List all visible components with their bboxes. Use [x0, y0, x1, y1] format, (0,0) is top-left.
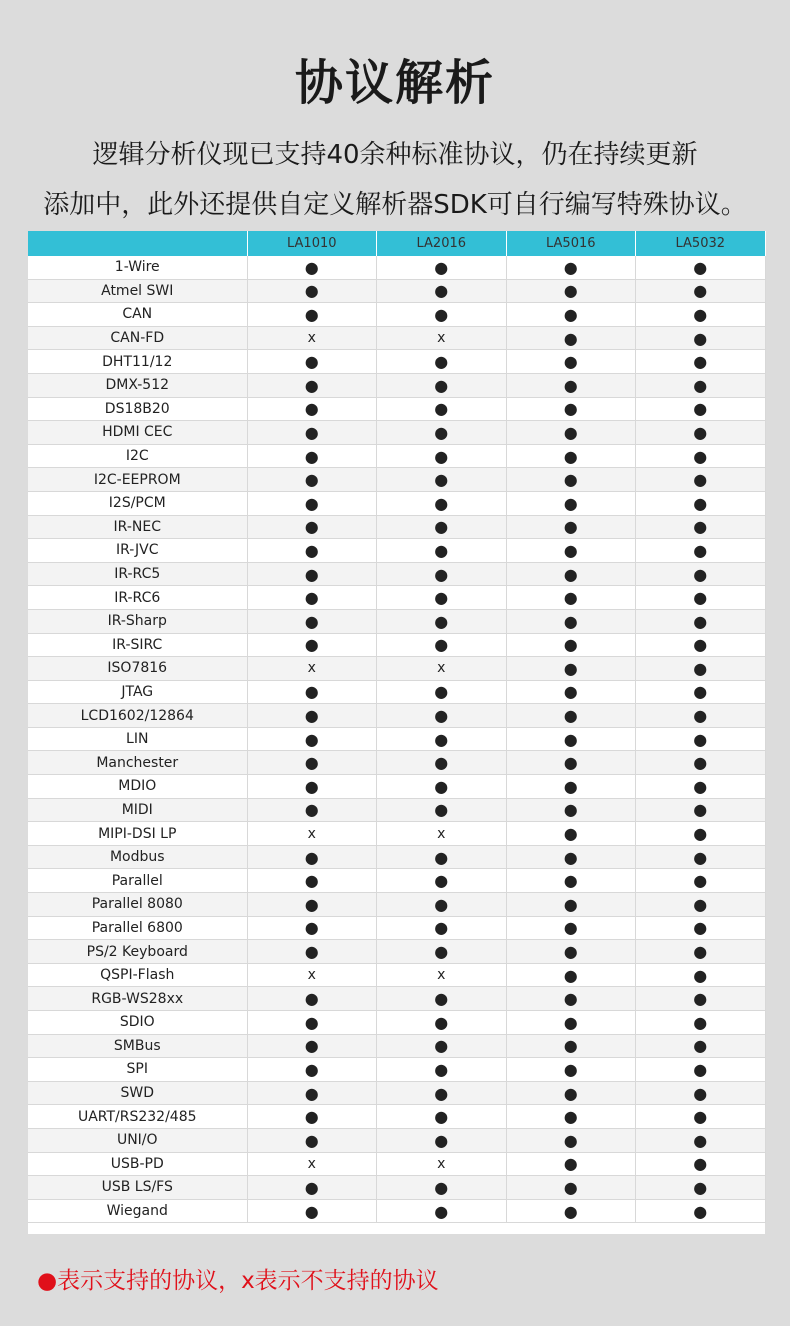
protocol-name: IR-RC6 — [28, 586, 247, 610]
la5016-cell: ● — [506, 1105, 636, 1129]
la1010-cell: ● — [247, 1081, 377, 1105]
la5016-cell: ● — [506, 1199, 636, 1223]
protocol-name: IR-Sharp — [28, 609, 247, 633]
la2016-cell: ● — [377, 1034, 507, 1058]
la5016-cell: ● — [506, 657, 636, 681]
la2016-cell: ● — [377, 845, 507, 869]
la1010-cell: ● — [247, 704, 377, 728]
la5032-cell: ● — [636, 940, 766, 964]
la5016-cell: ● — [506, 609, 636, 633]
protocol-name: JTAG — [28, 680, 247, 704]
table-row — [28, 869, 765, 893]
header-la5016: LA5016 — [506, 231, 636, 256]
la5016-cell: ● — [506, 303, 636, 327]
la1010-cell: x — [247, 822, 377, 846]
la5016-cell: ● — [506, 751, 636, 775]
protocol-name: 1-Wire — [28, 256, 247, 279]
table-row — [28, 326, 765, 350]
la2016-cell: ● — [377, 562, 507, 586]
la5016-cell: ● — [506, 963, 636, 987]
la1010-cell: ● — [247, 680, 377, 704]
la2016-cell: ● — [377, 1199, 507, 1223]
table-row — [28, 657, 765, 681]
table-row — [28, 1058, 765, 1082]
la1010-cell: ● — [247, 350, 377, 374]
la1010-cell: ● — [247, 987, 377, 1011]
la5032-cell: ● — [636, 1199, 766, 1223]
table-row — [28, 822, 765, 846]
la1010-cell: ● — [247, 845, 377, 869]
la5016-cell: ● — [506, 916, 636, 940]
la5016-cell: ● — [506, 1152, 636, 1176]
protocol-name: DMX-512 — [28, 373, 247, 397]
la2016-cell: x — [377, 822, 507, 846]
la5016-cell: ● — [506, 940, 636, 964]
la1010-cell: x — [247, 326, 377, 350]
la2016-cell: ● — [377, 468, 507, 492]
la5032-cell: ● — [636, 1128, 766, 1152]
table-row — [28, 987, 765, 1011]
table-row — [28, 491, 765, 515]
la5032-cell: ● — [636, 421, 766, 445]
la1010-cell: ● — [247, 279, 377, 303]
table-row — [28, 633, 765, 657]
la5032-cell: ● — [636, 987, 766, 1011]
la5016-cell: ● — [506, 421, 636, 445]
la1010-cell: ● — [247, 562, 377, 586]
table-row — [28, 916, 765, 940]
la1010-cell: ● — [247, 1176, 377, 1200]
la1010-cell: ● — [247, 468, 377, 492]
la5016-cell: ● — [506, 987, 636, 1011]
protocol-name: Parallel 6800 — [28, 916, 247, 940]
table-row — [28, 1199, 765, 1223]
la5016-cell: ● — [506, 586, 636, 610]
protocol-name: Atmel SWI — [28, 279, 247, 303]
la5032-cell: ● — [636, 1081, 766, 1105]
la2016-cell: ● — [377, 680, 507, 704]
la5032-cell: ● — [636, 303, 766, 327]
la5016-cell: ● — [506, 893, 636, 917]
la1010-cell: ● — [247, 303, 377, 327]
header-la5032: LA5032 — [636, 231, 766, 256]
la2016-cell: ● — [377, 751, 507, 775]
la1010-cell: ● — [247, 373, 377, 397]
table-row — [28, 727, 765, 751]
la5032-cell: ● — [636, 822, 766, 846]
table-row — [28, 1128, 765, 1152]
subtitle-line-1: 逻辑分析仪现已支持40余种标准协议，仍在持续更新 — [92, 140, 698, 170]
protocol-name: Parallel 8080 — [28, 893, 247, 917]
table-row — [28, 845, 765, 869]
la1010-cell: ● — [247, 751, 377, 775]
la5032-cell: ● — [636, 845, 766, 869]
la5016-cell: ● — [506, 798, 636, 822]
table-row — [28, 893, 765, 917]
la5032-cell: ● — [636, 893, 766, 917]
la1010-cell: ● — [247, 1034, 377, 1058]
la5032-cell: ● — [636, 373, 766, 397]
la5016-cell: ● — [506, 775, 636, 799]
protocol-name: MDIO — [28, 775, 247, 799]
protocol-name: IR-JVC — [28, 539, 247, 563]
la2016-cell: ● — [377, 515, 507, 539]
table-row — [28, 397, 765, 421]
protocol-table-container — [28, 231, 765, 1234]
la5016-cell: ● — [506, 845, 636, 869]
la5016-cell: ● — [506, 515, 636, 539]
la5032-cell: ● — [636, 775, 766, 799]
la1010-cell: ● — [247, 940, 377, 964]
header-protocol — [28, 231, 247, 256]
la1010-cell: x — [247, 963, 377, 987]
la5032-cell: ● — [636, 1105, 766, 1129]
la1010-cell: ● — [247, 1199, 377, 1223]
protocol-name: CAN-FD — [28, 326, 247, 350]
table-row — [28, 373, 765, 397]
table-row — [28, 279, 765, 303]
protocol-name: Manchester — [28, 751, 247, 775]
la5016-cell: ● — [506, 256, 636, 279]
la5032-cell: ● — [636, 539, 766, 563]
la5016-cell: ● — [506, 1176, 636, 1200]
protocol-name: IR-RC5 — [28, 562, 247, 586]
la1010-cell: ● — [247, 444, 377, 468]
la5016-cell: ● — [506, 373, 636, 397]
la1010-cell: ● — [247, 798, 377, 822]
la2016-cell: ● — [377, 798, 507, 822]
la5016-cell: ● — [506, 1081, 636, 1105]
protocol-name: RGB-WS28xx — [28, 987, 247, 1011]
table-row — [28, 680, 765, 704]
protocol-name: HDMI CEC — [28, 421, 247, 445]
la2016-cell: ● — [377, 1105, 507, 1129]
la5016-cell: ● — [506, 1011, 636, 1035]
la5032-cell: ● — [636, 751, 766, 775]
la5032-cell: ● — [636, 444, 766, 468]
table-row — [28, 1176, 765, 1200]
la5016-cell: ● — [506, 326, 636, 350]
la1010-cell: ● — [247, 893, 377, 917]
la1010-cell: ● — [247, 1105, 377, 1129]
la5016-cell: ● — [506, 1034, 636, 1058]
la2016-cell: ● — [377, 704, 507, 728]
header-la1010: LA1010 — [247, 231, 377, 256]
table-row — [28, 515, 765, 539]
protocol-name: I2S/PCM — [28, 491, 247, 515]
la5032-cell: ● — [636, 657, 766, 681]
protocol-name: IR-SIRC — [28, 633, 247, 657]
table-header — [28, 231, 765, 256]
la5032-cell: ● — [636, 562, 766, 586]
protocol-name: SPI — [28, 1058, 247, 1082]
la2016-cell: ● — [377, 633, 507, 657]
la5032-cell: ● — [636, 279, 766, 303]
la2016-cell: ● — [377, 869, 507, 893]
protocol-name: LIN — [28, 727, 247, 751]
subtitle-line-2: 添加中，此外还提供自定义解析器SDK可自行编写特殊协议。 — [43, 190, 747, 220]
la5032-cell: ● — [636, 1176, 766, 1200]
header-la2016: LA2016 — [377, 231, 507, 256]
la1010-cell: ● — [247, 421, 377, 445]
page-title: 协议解析 — [294, 55, 495, 111]
la2016-cell: ● — [377, 303, 507, 327]
la2016-cell: ● — [377, 539, 507, 563]
la5032-cell: ● — [636, 680, 766, 704]
protocol-name: MIPI-DSI LP — [28, 822, 247, 846]
protocol-support-table — [28, 231, 766, 1223]
table-row — [28, 609, 765, 633]
la2016-cell: ● — [377, 586, 507, 610]
la5032-cell: ● — [636, 586, 766, 610]
table-body — [28, 256, 765, 1223]
table-row — [28, 1034, 765, 1058]
la5016-cell: ● — [506, 704, 636, 728]
protocol-name: PS/2 Keyboard — [28, 940, 247, 964]
la1010-cell: ● — [247, 916, 377, 940]
la5032-cell: ● — [636, 963, 766, 987]
la1010-cell: ● — [247, 1011, 377, 1035]
la1010-cell: ● — [247, 1058, 377, 1082]
table-row — [28, 798, 765, 822]
table-row — [28, 586, 765, 610]
la5016-cell: ● — [506, 491, 636, 515]
la2016-cell: ● — [377, 1011, 507, 1035]
legend-footnote: ●表示支持的协议，x表示不支持的协议 — [37, 1268, 439, 1294]
la2016-cell: ● — [377, 916, 507, 940]
la2016-cell: ● — [377, 444, 507, 468]
la5032-cell: ● — [636, 869, 766, 893]
la2016-cell: ● — [377, 421, 507, 445]
la5032-cell: ● — [636, 1058, 766, 1082]
la5032-cell: ● — [636, 1011, 766, 1035]
la5016-cell: ● — [506, 279, 636, 303]
la1010-cell: ● — [247, 775, 377, 799]
la2016-cell: ● — [377, 279, 507, 303]
protocol-name: I2C — [28, 444, 247, 468]
protocol-name: Wiegand — [28, 1199, 247, 1223]
table-row — [28, 1152, 765, 1176]
table-row — [28, 963, 765, 987]
la1010-cell: ● — [247, 586, 377, 610]
la5016-cell: ● — [506, 633, 636, 657]
la2016-cell: ● — [377, 727, 507, 751]
la5016-cell: ● — [506, 727, 636, 751]
la2016-cell: ● — [377, 775, 507, 799]
table-row — [28, 1011, 765, 1035]
la5032-cell: ● — [636, 727, 766, 751]
la2016-cell: ● — [377, 987, 507, 1011]
table-row — [28, 421, 765, 445]
table-row — [28, 256, 765, 279]
la2016-cell: x — [377, 963, 507, 987]
la2016-cell: ● — [377, 397, 507, 421]
la2016-cell: x — [377, 657, 507, 681]
protocol-name: UNI/O — [28, 1128, 247, 1152]
table-row — [28, 940, 765, 964]
protocol-name: I2C-EEPROM — [28, 468, 247, 492]
protocol-name: Modbus — [28, 845, 247, 869]
protocol-name: QSPI-Flash — [28, 963, 247, 987]
la5032-cell: ● — [636, 633, 766, 657]
la5016-cell: ● — [506, 444, 636, 468]
table-row — [28, 775, 765, 799]
la5016-cell: ● — [506, 539, 636, 563]
la2016-cell: ● — [377, 491, 507, 515]
table-row — [28, 444, 765, 468]
la1010-cell: ● — [247, 539, 377, 563]
la1010-cell: ● — [247, 609, 377, 633]
protocol-name: SMBus — [28, 1034, 247, 1058]
table-row — [28, 704, 765, 728]
la1010-cell: ● — [247, 491, 377, 515]
table-row — [28, 303, 765, 327]
la5032-cell: ● — [636, 256, 766, 279]
protocol-name: CAN — [28, 303, 247, 327]
protocol-name: Parallel — [28, 869, 247, 893]
table-row — [28, 1105, 765, 1129]
la5016-cell: ● — [506, 680, 636, 704]
la5016-cell: ● — [506, 562, 636, 586]
la2016-cell: ● — [377, 940, 507, 964]
table-row — [28, 562, 765, 586]
la2016-cell: x — [377, 1152, 507, 1176]
header-row — [28, 231, 765, 256]
protocol-name: SWD — [28, 1081, 247, 1105]
la1010-cell: ● — [247, 869, 377, 893]
la5016-cell: ● — [506, 397, 636, 421]
la5016-cell: ● — [506, 350, 636, 374]
table-row — [28, 539, 765, 563]
table-row — [28, 350, 765, 374]
la5016-cell: ● — [506, 1128, 636, 1152]
la2016-cell: ● — [377, 350, 507, 374]
la1010-cell: ● — [247, 727, 377, 751]
la5032-cell: ● — [636, 798, 766, 822]
la1010-cell: ● — [247, 515, 377, 539]
la1010-cell: ● — [247, 1128, 377, 1152]
la5032-cell: ● — [636, 916, 766, 940]
la1010-cell: x — [247, 1152, 377, 1176]
protocol-name: DS18B20 — [28, 397, 247, 421]
la2016-cell: ● — [377, 1176, 507, 1200]
la2016-cell: ● — [377, 1128, 507, 1152]
protocol-name: MIDI — [28, 798, 247, 822]
la2016-cell: ● — [377, 373, 507, 397]
protocol-name: UART/RS232/485 — [28, 1105, 247, 1129]
table-row — [28, 468, 765, 492]
la5032-cell: ● — [636, 468, 766, 492]
protocol-name: LCD1602/12864 — [28, 704, 247, 728]
la5032-cell: ● — [636, 326, 766, 350]
la2016-cell: ● — [377, 1058, 507, 1082]
la2016-cell: ● — [377, 609, 507, 633]
la5032-cell: ● — [636, 704, 766, 728]
la5032-cell: ● — [636, 491, 766, 515]
la2016-cell: x — [377, 326, 507, 350]
la2016-cell: ● — [377, 1081, 507, 1105]
protocol-name: ISO7816 — [28, 657, 247, 681]
la5032-cell: ● — [636, 515, 766, 539]
la1010-cell: ● — [247, 397, 377, 421]
la5032-cell: ● — [636, 350, 766, 374]
la2016-cell: ● — [377, 893, 507, 917]
la1010-cell: ● — [247, 633, 377, 657]
la5016-cell: ● — [506, 869, 636, 893]
la5032-cell: ● — [636, 1152, 766, 1176]
protocol-name: USB-PD — [28, 1152, 247, 1176]
la5032-cell: ● — [636, 397, 766, 421]
la5032-cell: ● — [636, 1034, 766, 1058]
la5016-cell: ● — [506, 468, 636, 492]
table-row — [28, 751, 765, 775]
la5016-cell: ● — [506, 822, 636, 846]
table-row — [28, 1081, 765, 1105]
la1010-cell: ● — [247, 256, 377, 279]
protocol-name: DHT11/12 — [28, 350, 247, 374]
protocol-name: IR-NEC — [28, 515, 247, 539]
protocol-name: USB LS/FS — [28, 1176, 247, 1200]
protocol-name: SDIO — [28, 1011, 247, 1035]
la2016-cell: ● — [377, 256, 507, 279]
la1010-cell: x — [247, 657, 377, 681]
la5016-cell: ● — [506, 1058, 636, 1082]
la5032-cell: ● — [636, 609, 766, 633]
